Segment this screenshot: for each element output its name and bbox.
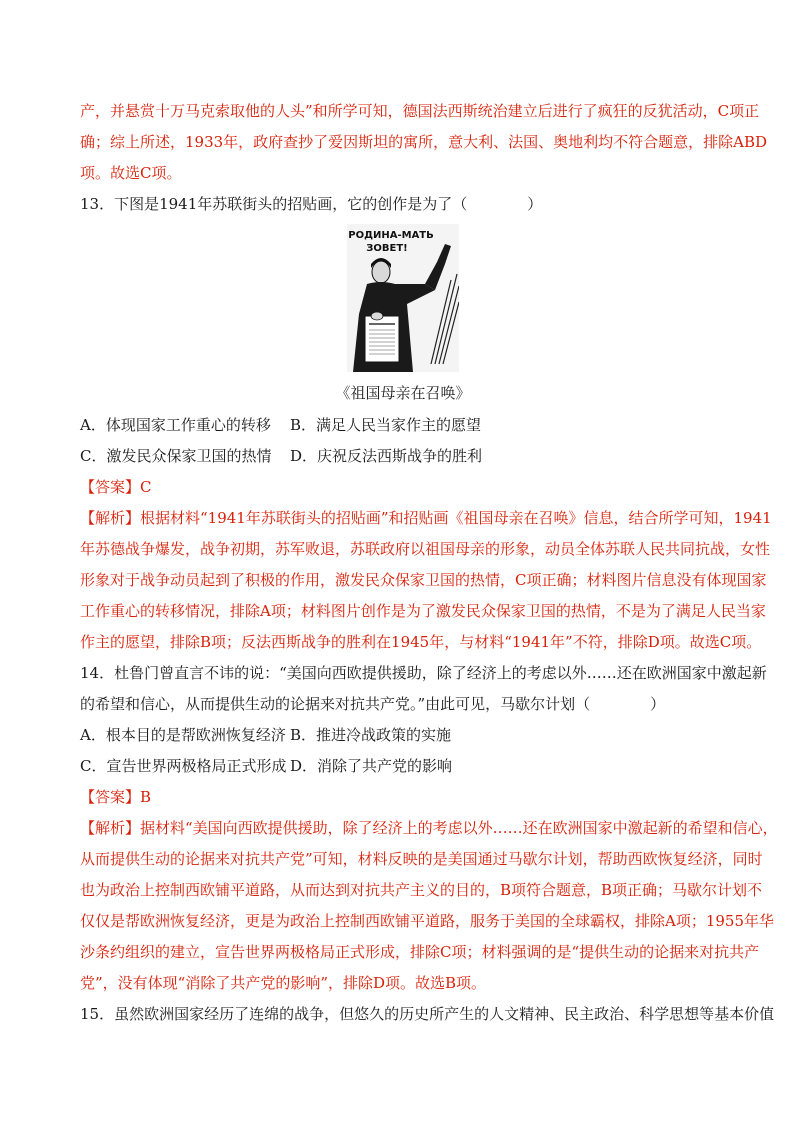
poster-title-line1: РОДИНА-МАТЬ bbox=[348, 230, 434, 241]
analysis-line: 也为政治上控制西欧铺平道路，从而达到对抗共产主义的目的，B项符合题意，B项正确；马歇尔计划不 bbox=[80, 881, 763, 899]
analysis bbox=[80, 813, 778, 999]
analysis-line: 【解析】据材料“美国向西欧提供援助，除了经济上的考虑以外……还在欧洲国家中激起新的希望和信心， bbox=[80, 819, 778, 837]
option-b: B．推进冷战政策的实施 bbox=[290, 726, 452, 744]
question-14-options bbox=[80, 720, 726, 782]
option-c: C．激发民众保家卫国的热情 bbox=[80, 447, 272, 465]
analysis-line: 【解析】根据材料“1941年苏联街头的招贴画”和招贴画《祖国母亲在召唤》信息，结合所学可知，1941 bbox=[80, 509, 772, 527]
analysis-line: 产，并悬赏十万马克索取他的人头”和所学可知，德国法西斯统治建立后进行了疯狂的反犹活动，C项正 bbox=[80, 102, 760, 120]
analysis-line: 工作重心的转移情况，排除A项；材料图片创作是为了激发民众保家卫国的热情，不是为了满足人民当家 bbox=[80, 602, 766, 620]
analysis-line: 确；综上所述，1933年，政府查抄了爱因斯坦的寓所，意大利、法国、奥地利均不符合题意，排除ABD bbox=[80, 133, 768, 151]
question-stem: 14．杜鲁门曾直言不讳的说：“美国向西欧提供援助，除了经济上的考虑以外……还在欧洲国家中激起新 bbox=[80, 664, 767, 682]
question-14 bbox=[80, 658, 778, 999]
question-15 bbox=[80, 999, 775, 1030]
option-b: B．满足人民当家作主的愿望 bbox=[290, 416, 482, 434]
option-d: D．庆祝反法西斯战争的胜利 bbox=[290, 447, 483, 465]
page-content bbox=[80, 96, 778, 1030]
prev-analysis bbox=[80, 96, 768, 189]
analysis-line: 作主的愿望，排除B项；反法西斯战争的胜利在1945年，与材料“1941年”不符，排除D项。故选C项。 bbox=[80, 633, 762, 651]
question-stem: 的希望和信心，从而提供生动的论据来对抗共产党。”由此可见，马歇尔计划（ ） bbox=[80, 695, 666, 713]
analysis-line: 年苏德战争爆发，战争初期，苏军败退，苏联政府以祖国母亲的形象，动员全体苏联人民共同抗战，女性 bbox=[80, 540, 771, 558]
analysis-line: 项。故选C项。 bbox=[80, 164, 182, 182]
option-a: A．体现国家工作重心的转移 bbox=[80, 416, 271, 434]
option-d: D．消除了共产党的影响 bbox=[290, 757, 453, 775]
analysis-line: 沙条约组织的建立，宣告世界两极格局正式形成，排除C项；材料强调的是“提供生动的论据来对抗共产 bbox=[80, 943, 760, 961]
analysis-line: 从而提供生动的论据来对抗共产党”可知，材料反映的是美国通过马歇尔计划，帮助西欧恢复经济，同时 bbox=[80, 850, 763, 868]
question-13-options bbox=[80, 410, 726, 472]
poster-image bbox=[347, 224, 459, 372]
poster-title-line2: ЗОВЕТ! bbox=[366, 243, 408, 254]
answer: 【答案】B bbox=[80, 788, 152, 806]
analysis-line: 仅仅是帮欧洲恢复经济，更是为政治上控制西欧铺平道路，服务于美国的全球霸权，排除A项；1955年华 bbox=[80, 912, 775, 930]
option-a: A．根本目的是帮欧洲恢复经济 bbox=[80, 726, 286, 744]
question-stem: 13．下图是1941年苏联街头的招贴画，它的创作是为了（ ） bbox=[80, 195, 543, 213]
analysis-line: 形象对于战争动员起到了积极的作用，激发民众保家卫国的热情，C项正确；材料图片信息没有体现国家 bbox=[80, 571, 767, 589]
question-stem: 15．虽然欧洲国家经历了连绵的战争，但悠久的历史所产生的人文精神、民主政治、科学思想等基本价值 bbox=[80, 1005, 775, 1023]
poster-caption: 《祖国母亲在召唤》 bbox=[335, 384, 471, 402]
answer: 【答案】C bbox=[80, 478, 152, 496]
option-c: C．宣告世界两极格局正式形成 bbox=[80, 757, 287, 775]
poster-figure bbox=[80, 224, 726, 376]
question-13 bbox=[80, 189, 772, 658]
analysis bbox=[80, 503, 772, 658]
analysis-line: 党”，没有体现“消除了共产党的影响”，排除D项。故选B项。 bbox=[80, 974, 487, 992]
